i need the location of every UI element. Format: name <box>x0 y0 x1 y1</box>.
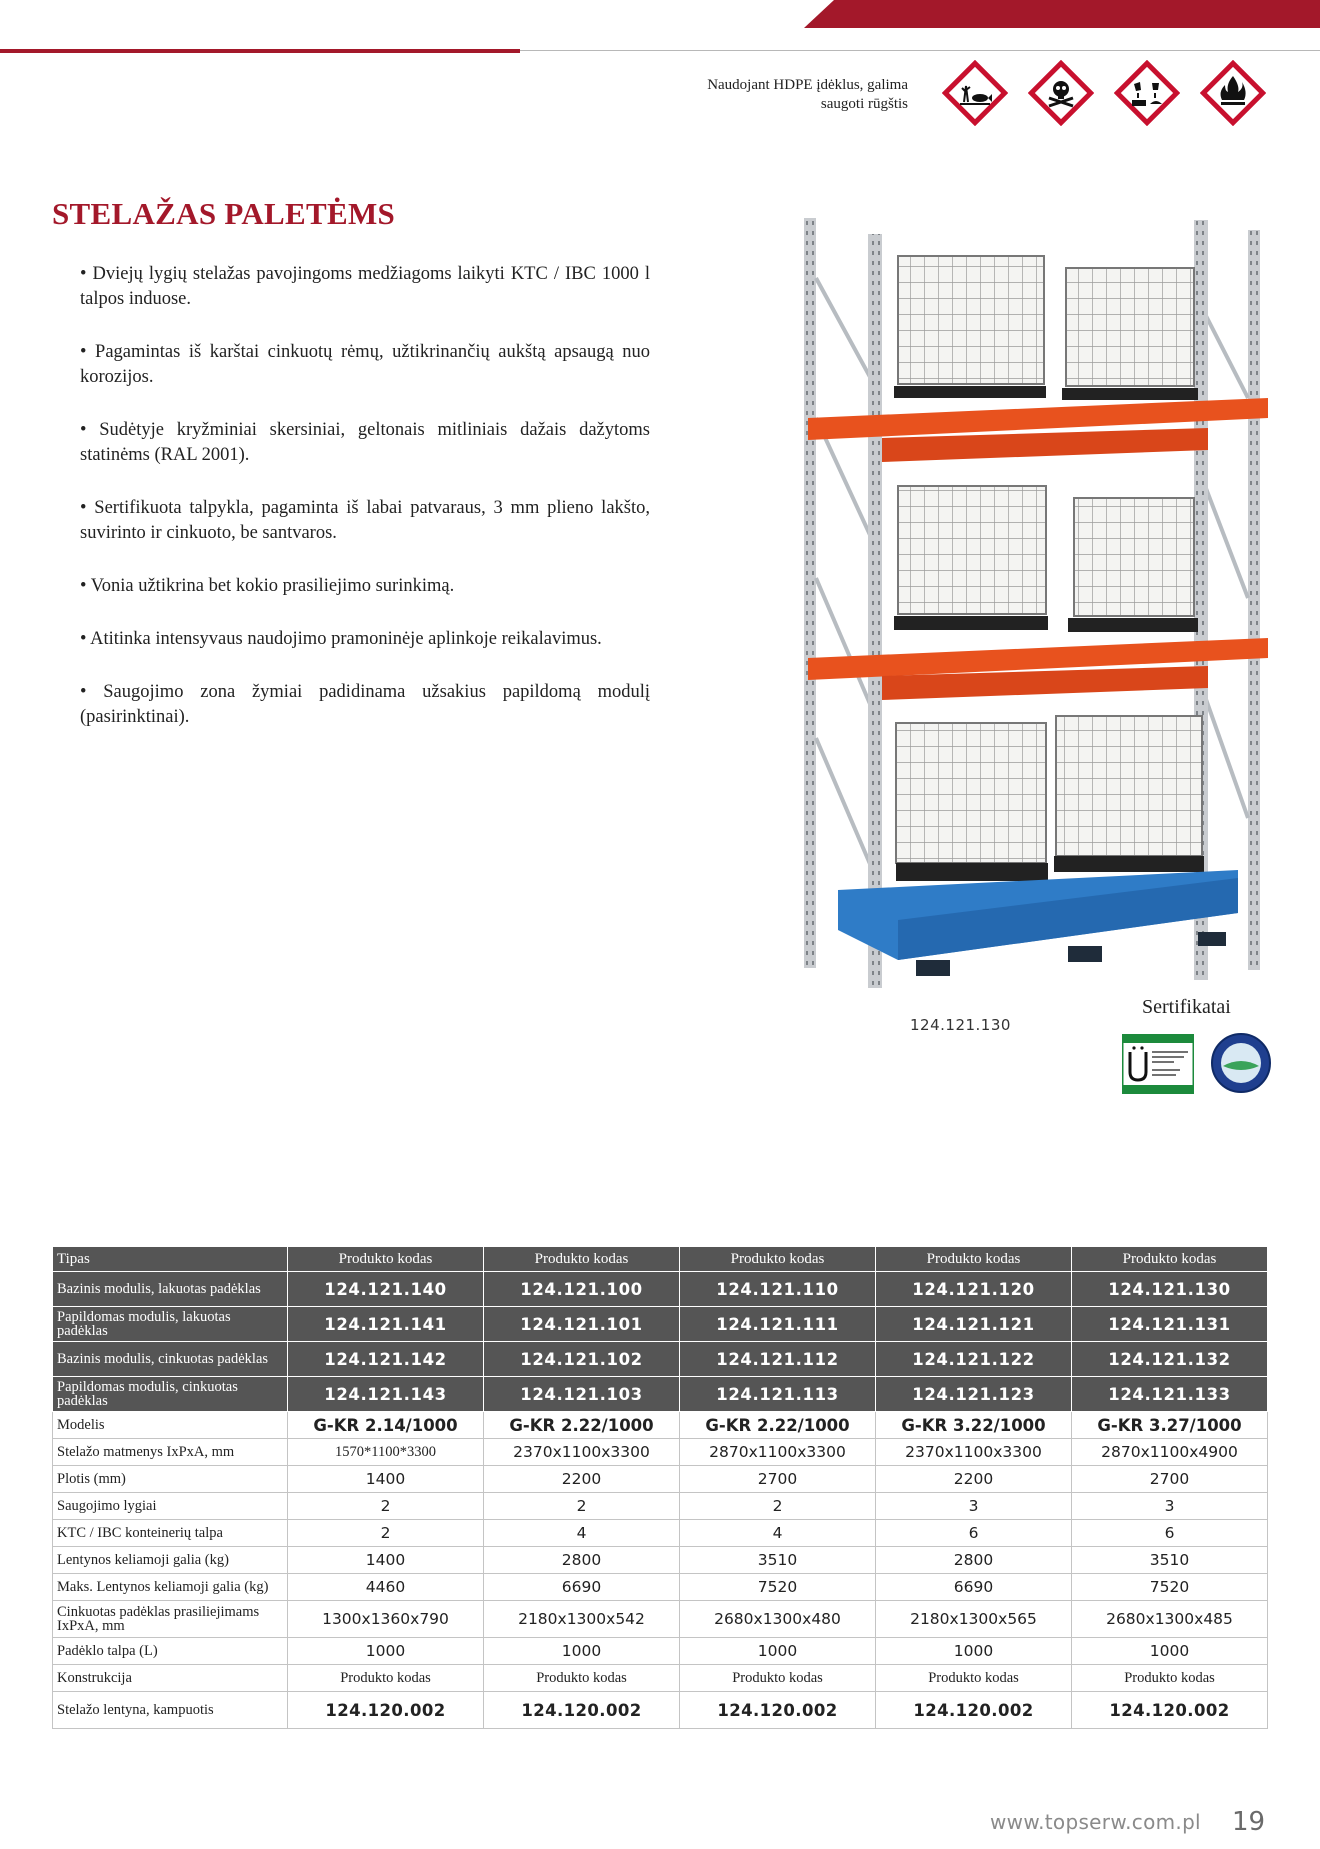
table-cell: 2870x1100x3300 <box>680 1439 876 1466</box>
table-cell: 1300x1360x790 <box>288 1601 484 1638</box>
row-label: Papildomas modulis, lakuotas padėklas <box>53 1307 288 1342</box>
table-cell: 6690 <box>876 1574 1072 1601</box>
top-accent-rule <box>0 49 520 53</box>
table-cell: 1400 <box>288 1547 484 1574</box>
table-cell: 1000 <box>484 1638 680 1665</box>
model-cell: G-KR 3.22/1000 <box>876 1412 1072 1439</box>
row-label: Padėklo talpa (L) <box>53 1638 288 1665</box>
table-cell: 2800 <box>484 1547 680 1574</box>
feature-item: • Saugojimo zona žymiai padidinama užsakius papildomą modulį (pasirinktinai). <box>80 682 650 727</box>
table-cell: 2200 <box>876 1466 1072 1493</box>
product-code-cell: 124.121.102 <box>484 1342 680 1377</box>
table-row <box>53 1412 1268 1439</box>
certificates-title: Sertifikatai <box>1142 996 1231 1018</box>
table-cell: 2 <box>288 1520 484 1547</box>
header-cell: Tipas <box>53 1247 288 1272</box>
product-code-cell: 124.121.132 <box>1072 1342 1268 1377</box>
table-cell: 1000 <box>1072 1638 1268 1665</box>
feature-list <box>80 262 650 758</box>
table-cell: Produkto kodas <box>680 1665 876 1692</box>
header-cell: Produkto kodas <box>680 1247 876 1272</box>
header-cell: Produkto kodas <box>1072 1247 1268 1272</box>
table-cell: 4 <box>484 1520 680 1547</box>
table-cell: 1000 <box>288 1638 484 1665</box>
table-row <box>53 1665 1268 1692</box>
row-label: Stelažo matmenys IxPxA, mm <box>53 1439 288 1466</box>
table-cell: Produkto kodas <box>1072 1665 1268 1692</box>
row-label: Maks. Lentynos keliamoji galia (kg) <box>53 1574 288 1601</box>
specification-table <box>52 1246 1268 1729</box>
product-code-cell: 124.121.140 <box>288 1272 484 1307</box>
row-label: Cinkuotas padėklas prasiliejimams IxPxA, mm <box>53 1601 288 1638</box>
product-code-cell: 124.121.120 <box>876 1272 1072 1307</box>
table-cell: 2680x1300x485 <box>1072 1601 1268 1638</box>
row-label: Papildomas modulis, cinkuotas padėklas <box>53 1377 288 1412</box>
product-code-cell: 124.120.002 <box>876 1692 1072 1729</box>
row-label: Bazinis modulis, lakuotas padėklas <box>53 1272 288 1307</box>
row-label: Plotis (mm) <box>53 1466 288 1493</box>
model-cell: G-KR 2.14/1000 <box>288 1412 484 1439</box>
product-code-cell: 124.121.143 <box>288 1377 484 1412</box>
table-cell: 1000 <box>876 1638 1072 1665</box>
footer-website-link[interactable]: www.topserw.com.pl <box>990 1810 1201 1834</box>
header-cell: Produkto kodas <box>876 1247 1072 1272</box>
table-cell: 2370x1100x3300 <box>876 1439 1072 1466</box>
product-code-cell: 124.120.002 <box>1072 1692 1268 1729</box>
skull-crossbones-icon <box>1028 60 1094 126</box>
table-cell: 3510 <box>680 1547 876 1574</box>
table-cell: 2700 <box>1072 1466 1268 1493</box>
top-divider <box>520 50 1320 51</box>
table-row <box>53 1601 1268 1638</box>
product-photo <box>798 218 1268 988</box>
page-number: 19 <box>1232 1807 1266 1837</box>
table-cell: Produkto kodas <box>288 1665 484 1692</box>
table-row <box>53 1307 1268 1342</box>
table-cell: Produkto kodas <box>876 1665 1072 1692</box>
environment-hazard-icon <box>942 60 1008 126</box>
table-row <box>53 1638 1268 1665</box>
table-cell: 3 <box>1072 1493 1268 1520</box>
product-code-cell: 124.120.002 <box>484 1692 680 1729</box>
table-row <box>53 1342 1268 1377</box>
hazard-note <box>620 76 908 114</box>
table-cell: 2800 <box>876 1547 1072 1574</box>
table-header-row <box>53 1247 1268 1272</box>
table-cell: 2870x1100x4900 <box>1072 1439 1268 1466</box>
table-cell: 2700 <box>680 1466 876 1493</box>
table-row <box>53 1692 1268 1729</box>
product-code-cell: 124.121.110 <box>680 1272 876 1307</box>
model-cell: G-KR 2.22/1000 <box>484 1412 680 1439</box>
model-cell: G-KR 2.22/1000 <box>680 1412 876 1439</box>
table-cell: 6690 <box>484 1574 680 1601</box>
table-row <box>53 1377 1268 1412</box>
row-label: Lentynos keliamoji galia (kg) <box>53 1547 288 1574</box>
product-code-cell: 124.121.112 <box>680 1342 876 1377</box>
table-cell: 2 <box>484 1493 680 1520</box>
top-accent-tab <box>804 0 1320 28</box>
table-row <box>53 1520 1268 1547</box>
table-cell: 7520 <box>680 1574 876 1601</box>
product-code-cell: 124.120.002 <box>680 1692 876 1729</box>
corrosive-icon <box>1114 60 1180 126</box>
product-code-cell: 124.121.103 <box>484 1377 680 1412</box>
header-cell: Produkto kodas <box>484 1247 680 1272</box>
table-cell: 3510 <box>1072 1547 1268 1574</box>
table-cell: 1400 <box>288 1466 484 1493</box>
table-cell: 2200 <box>484 1466 680 1493</box>
table-row <box>53 1547 1268 1574</box>
row-label: Bazinis modulis, cinkuotas padėklas <box>53 1342 288 1377</box>
product-code-cell: 124.121.130 <box>1072 1272 1268 1307</box>
flammable-icon <box>1200 60 1266 126</box>
row-label: Stelažo lentyna, kampuotis <box>53 1692 288 1729</box>
table-cell: Produkto kodas <box>484 1665 680 1692</box>
product-code-cell: 124.121.141 <box>288 1307 484 1342</box>
table-cell: 1570*1100*3300 <box>288 1439 484 1466</box>
page-title: STELAŽAS PALETĖMS <box>52 196 396 231</box>
product-code-cell: 124.121.142 <box>288 1342 484 1377</box>
feature-item: • Sudėtyje kryžminiai skersiniai, geltonais mitliniais dažais dažytoms statinėms (RAL 2001). <box>80 420 650 465</box>
table-row <box>53 1272 1268 1307</box>
hazard-note-line1: Naudojant HDPE įdėklus, galima <box>707 77 908 93</box>
table-cell: 3 <box>876 1493 1072 1520</box>
table-row <box>53 1574 1268 1601</box>
product-code-cell: 124.121.131 <box>1072 1307 1268 1342</box>
feature-item: • Pagamintas iš karštai cinkuotų rėmų, užtikrinančių aukštą apsaugą nuo korozijos. <box>80 342 650 387</box>
table-cell: 2 <box>680 1493 876 1520</box>
feature-item: • Sertifikuota talpykla, pagaminta iš labai patvaraus, 3 mm plieno lakšto, suvirinto ir cinkuoto, be santvaros. <box>80 498 650 543</box>
product-code-cell: 124.121.113 <box>680 1377 876 1412</box>
table-cell: 4460 <box>288 1574 484 1601</box>
feature-item: • Atitinka intensyvaus naudojimo pramoninėje aplinkoje reikalavimus. <box>80 629 602 649</box>
table-cell: 2180x1300x542 <box>484 1601 680 1638</box>
product-code-cell: 124.121.111 <box>680 1307 876 1342</box>
row-label: Konstrukcija <box>53 1665 288 1692</box>
table-cell: 4 <box>680 1520 876 1547</box>
table-cell: 6 <box>876 1520 1072 1547</box>
header-cell: Produkto kodas <box>288 1247 484 1272</box>
row-label: Saugojimo lygiai <box>53 1493 288 1520</box>
feature-item: • Dviejų lygių stelažas pavojingoms medžiagoms laikyti KTC / IBC 1000 l talpos induose. <box>80 264 650 309</box>
row-label: KTC / IBC konteinerių talpa <box>53 1520 288 1547</box>
product-code-cell: 124.120.002 <box>288 1692 484 1729</box>
table-cell: 2180x1300x565 <box>876 1601 1072 1638</box>
table-row <box>53 1466 1268 1493</box>
table-cell: 6 <box>1072 1520 1268 1547</box>
hazard-pictograms <box>942 60 1266 126</box>
photo-product-code: 124.121.130 <box>910 1016 1011 1034</box>
feature-item: • Vonia užtikrina bet kokio prasiliejimo surinkimą. <box>80 576 455 596</box>
table-cell: 2680x1300x480 <box>680 1601 876 1638</box>
product-code-cell: 124.121.122 <box>876 1342 1072 1377</box>
table-cell: 2370x1100x3300 <box>484 1439 680 1466</box>
quality-certificate-logo <box>1210 1032 1272 1094</box>
table-row <box>53 1439 1268 1466</box>
product-code-cell: 124.121.101 <box>484 1307 680 1342</box>
model-cell: G-KR 3.27/1000 <box>1072 1412 1268 1439</box>
product-code-cell: 124.121.100 <box>484 1272 680 1307</box>
table-cell: 1000 <box>680 1638 876 1665</box>
product-code-cell: 124.121.133 <box>1072 1377 1268 1412</box>
table-row <box>53 1493 1268 1520</box>
product-code-cell: 124.121.121 <box>876 1307 1072 1342</box>
hazard-note-line2: saugoti rūgštis <box>820 96 908 112</box>
product-code-cell: 124.121.123 <box>876 1377 1072 1412</box>
dibt-certificate-logo <box>1122 1034 1194 1094</box>
table-cell: 2 <box>288 1493 484 1520</box>
row-label: Modelis <box>53 1412 288 1439</box>
table-cell: 7520 <box>1072 1574 1268 1601</box>
